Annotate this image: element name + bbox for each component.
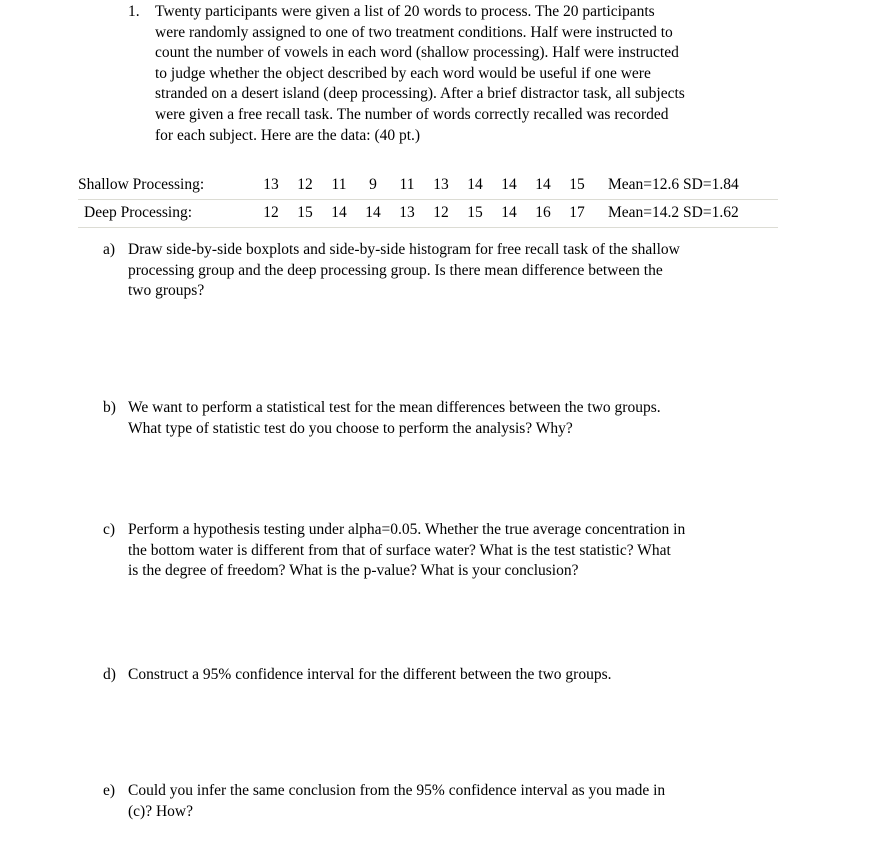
sub-question-line: We want to perform a statistical test for the mean differences between the two groups. [128,399,661,416]
sub-question-b [103,398,783,439]
data-cell: 14 [356,200,390,228]
problem-line: stranded on a desert island (deep processing). After a brief distractor task, all subjects [155,85,685,103]
data-cell: 12 [288,172,322,200]
sub-question-e [103,781,783,822]
problem-line: were given a free recall task. The number of words correctly recalled was recorded [155,105,669,123]
row-label-shallow: Shallow Processing: [78,172,254,200]
row-stats-shallow: Mean=12.6 SD=1.84 [594,172,778,200]
data-cell: 11 [322,172,356,200]
problem-line: to judge whether the object described by each word would be useful if one were [155,64,651,82]
sub-question-line: Construct a 95% confidence interval for the different between the two groups. [128,666,612,683]
data-cell: 12 [424,200,458,228]
sub-question-d [103,665,783,686]
data-cell: 13 [424,172,458,200]
data-cell: 17 [560,200,594,228]
data-cell: 14 [492,200,526,228]
data-cell: 13 [390,200,424,228]
data-cell: 12 [254,200,288,228]
problem-statement [128,2,773,146]
sub-question-marker: e) [103,782,116,799]
row-label-deep: Deep Processing: [78,200,254,228]
sub-question-line: What type of statistic test do you choose to perform the analysis? Why? [128,419,573,437]
sub-question-marker: a) [103,241,116,258]
sub-question-row [103,665,783,686]
data-cell: 14 [492,172,526,200]
data-cell: 16 [526,200,560,228]
sub-question-text [128,398,783,439]
data-cell: 15 [560,172,594,200]
sub-question-line: Draw side-by-side boxplots and side-by-side histogram for free recall task of the shallow [128,241,680,258]
data-cell: 15 [458,200,492,228]
sub-question-line: Perform a hypothesis testing under alpha=0.05. Whether the true average concentration in [128,521,686,538]
problem-row [128,2,773,146]
problem-line: count the number of vowels in each word (shallow processing). Half were instructed [155,44,679,62]
sub-question-line: is the degree of freedom? What is the p-value? What is your conclusion? [128,562,579,580]
data-cell: 13 [254,172,288,200]
sub-question-text [128,781,783,822]
data-table [78,172,778,228]
sub-question-line: Could you infer the same conclusion from the 95% confidence interval as you made in [128,782,666,799]
sub-question-line: the bottom water is different from that of surface water? What is the test statistic? What [128,541,671,559]
sub-question-row [103,781,783,822]
sub-question-text [128,665,783,686]
sub-question-line: two groups? [128,282,205,300]
problem-line: for each subject. Here are the data: (40 pt.) [155,126,421,144]
data-cell: 14 [526,172,560,200]
problem-number: 1. [128,3,140,20]
sub-question-marker: b) [103,399,116,416]
sub-question-marker: c) [103,521,116,538]
sub-question-c [103,520,783,582]
sub-question-row [103,520,783,582]
sub-question-marker: d) [103,666,116,683]
table-row [78,200,778,228]
sub-question-a [103,240,783,302]
table-row [78,172,778,200]
sub-question-row [103,398,783,439]
row-stats-deep: Mean=14.2 SD=1.62 [594,200,778,228]
sub-question-line: processing group and the deep processing group. Is there mean difference between the [128,261,663,279]
sub-question-line: (c)? How? [128,802,193,820]
problem-line: were randomly assigned to one of two treatment conditions. Half were instructed to [155,23,673,41]
sub-question-text [128,240,783,302]
data-cell: 14 [322,200,356,228]
data-cell: 15 [288,200,322,228]
problem-text [155,2,773,146]
problem-line: Twenty participants were given a list of 20 words to process. The 20 participants [155,3,655,20]
data-cell: 14 [458,172,492,200]
data-cell: 11 [390,172,424,200]
sub-question-text [128,520,783,582]
data-cell: 9 [356,172,390,200]
sub-question-row [103,240,783,302]
